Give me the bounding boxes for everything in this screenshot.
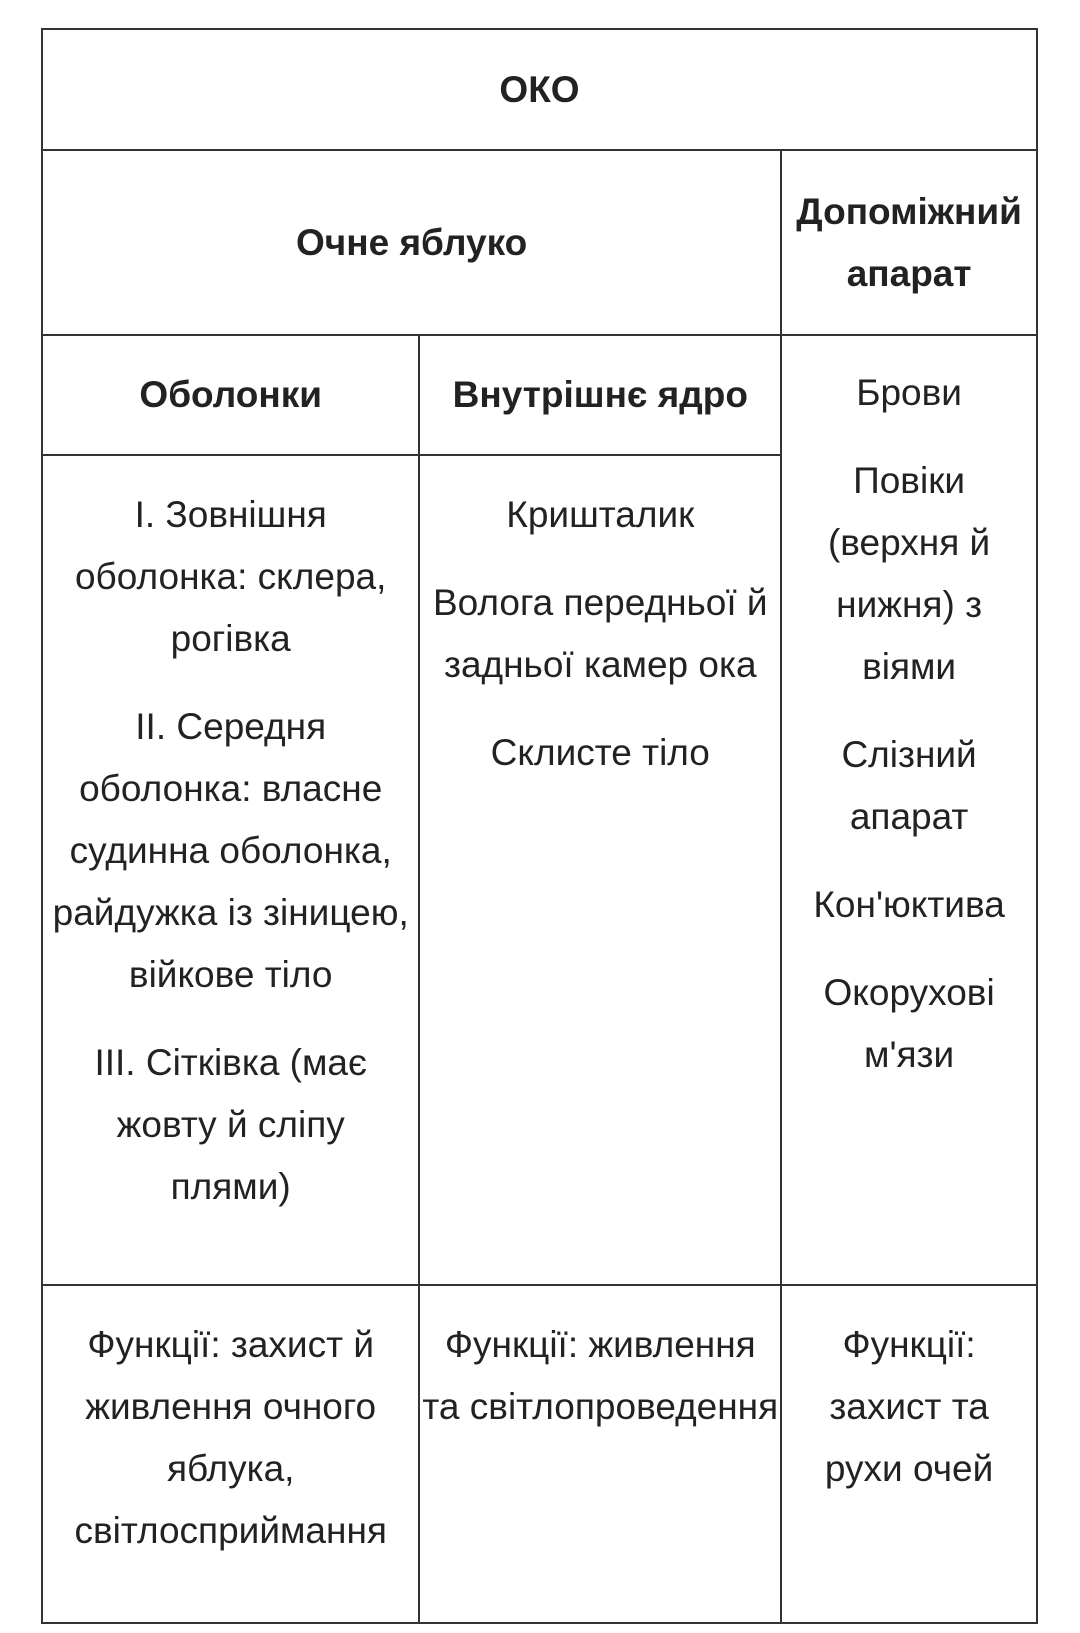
membranes-functions-cell (42, 1285, 419, 1623)
membranes-functions: Функції: захист й живлення очного яблука, світлосприймання (74, 1324, 387, 1551)
membrane-item-middle: ІІ. Середня оболонка: власне судинна оболонка, райдужка із зіницею, війкове тіло (52, 706, 409, 995)
table-title-cell (42, 29, 1037, 150)
auxiliary-header: Допоміжний апарат (796, 190, 1022, 294)
membranes-header: Оболонки (139, 374, 322, 415)
auxiliary-header-cell (781, 150, 1037, 335)
membrane-item-outer: І. Зовнішня оболонка: склера, рогівка (74, 494, 387, 659)
auxiliary-list-cell (781, 335, 1037, 1285)
membranes-header-cell (42, 335, 419, 455)
auxiliary-item-muscles: Окорухові м'язи (823, 972, 995, 1075)
auxiliary-item-eyelids: Повіки (верхня й нижня) з віями (827, 460, 991, 687)
auxiliary-item-eyebrows: Брови (856, 372, 962, 413)
core-item-vitreous: Склисте тіло (490, 732, 710, 773)
eye-structure-table (41, 28, 1038, 1624)
membranes-list-cell (42, 455, 419, 1285)
eyeball-header-cell (42, 150, 781, 335)
core-header-cell (419, 335, 781, 455)
core-functions: Функції: живлення та світлопроведення (422, 1324, 779, 1427)
core-list-cell (419, 455, 781, 1285)
auxiliary-functions-cell (781, 1285, 1037, 1623)
core-header: Внутрішнє ядро (452, 374, 748, 415)
core-item-lens: Кришталик (506, 494, 695, 535)
membrane-item-retina: ІІІ. Сітківка (має жовту й сліпу плями) (94, 1042, 367, 1207)
auxiliary-item-lacrimal: Слізний апарат (841, 734, 977, 837)
core-item-aqueous: Волога передньої й задньої камер ока (432, 582, 768, 685)
auxiliary-functions: Функції: захист та рухи очей (824, 1324, 994, 1489)
eyeball-header: Очне яблуко (295, 221, 528, 263)
core-functions-cell (419, 1285, 781, 1623)
auxiliary-item-conjunctiva: Кон'юктива (813, 884, 1005, 925)
table-title: ОКО (499, 68, 580, 110)
